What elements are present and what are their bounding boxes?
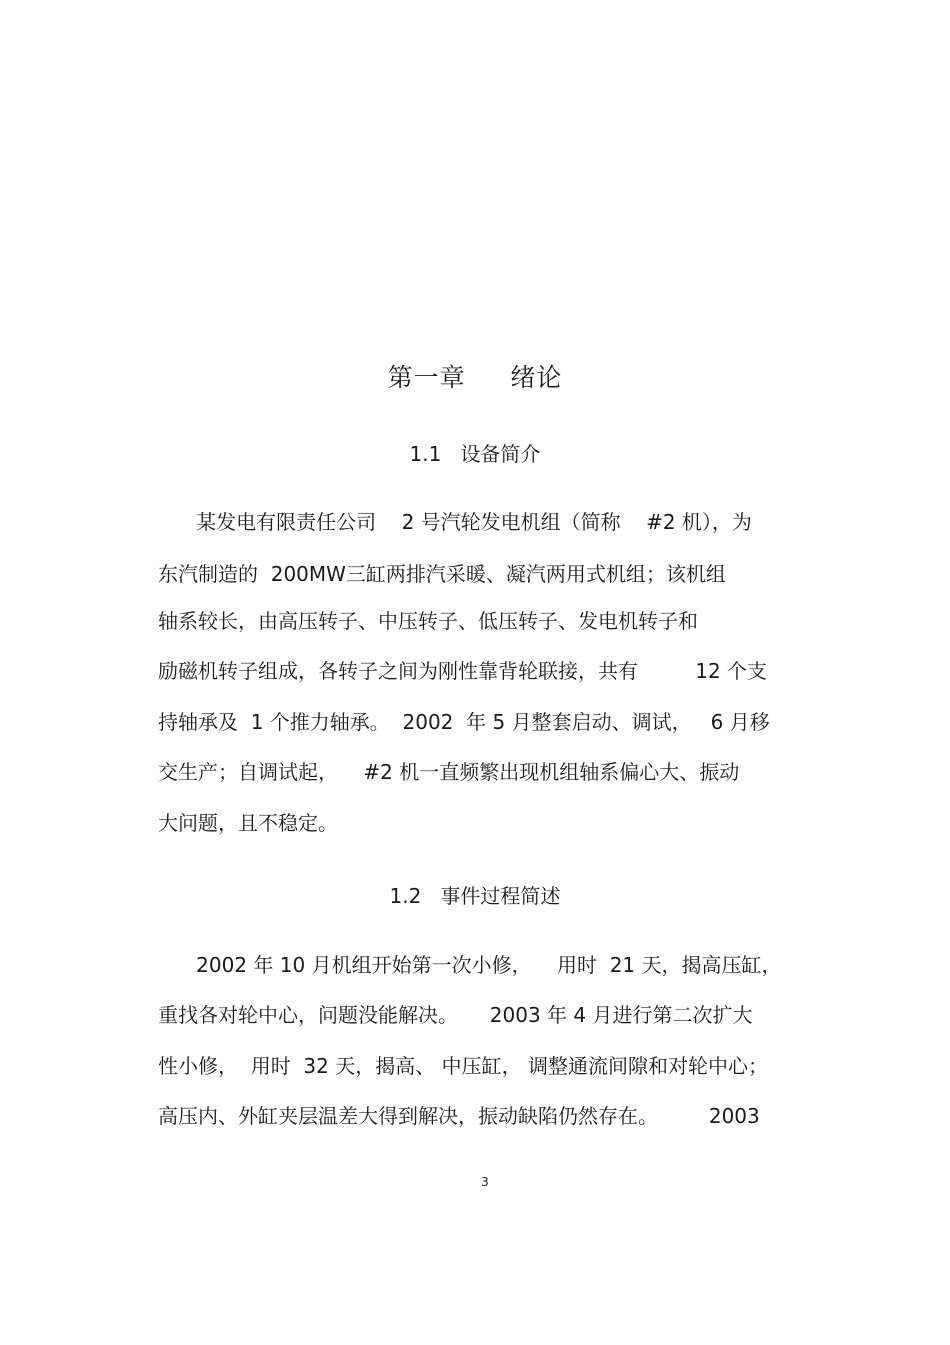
section-heading-1-2: 1.2 事件过程简述 [389, 884, 561, 908]
paragraph-line: 东汽制造的 200MW三缸两排汽采暖、凝汽两用式机组；该机组 [158, 562, 726, 586]
paragraph-line: 2002 年 10 月机组开始第一次小修， 用时 21 天，揭高压缸， [158, 953, 782, 977]
paragraph-line: 性小修， 用时 32 天，揭高、 中压缸， 调整通流间隙和对轮中心； [158, 1054, 768, 1078]
chapter-title: 第一章 绪论 [387, 363, 563, 392]
page-number: 3 [481, 1175, 489, 1189]
paragraph-line: 大问题，且不稳定。 [158, 811, 338, 835]
paragraph-line: 交生产；自调试起， #2 机一直频繁出现机组轴系偏心大、振动 [158, 760, 740, 784]
section-heading-1-1: 1.1 设备简介 [409, 442, 541, 466]
paragraph-line: 励磁机转子组成，各转子之间为刚性靠背轮联接，共有 12 个支 [158, 659, 768, 683]
paragraph-line: 持轴承及 1 个推力轴承。 2002 年 5 月整套启动、调试， 6 月移 [158, 710, 770, 734]
paragraph-line: 高压内、外缸夹层温差大得到解决，振动缺陷仍然存在。 2003 [158, 1104, 760, 1128]
paragraph-line: 重找各对轮中心，问题没能解决。 2003 年 4 月进行第二次扩大 [158, 1003, 753, 1027]
paragraph-line: 某发电有限责任公司 2 号汽轮发电机组（简称 #2 机），为 [158, 510, 752, 534]
paragraph-line: 轴系较长，由高压转子、中压转子、低压转子、发电机转子和 [158, 609, 698, 633]
